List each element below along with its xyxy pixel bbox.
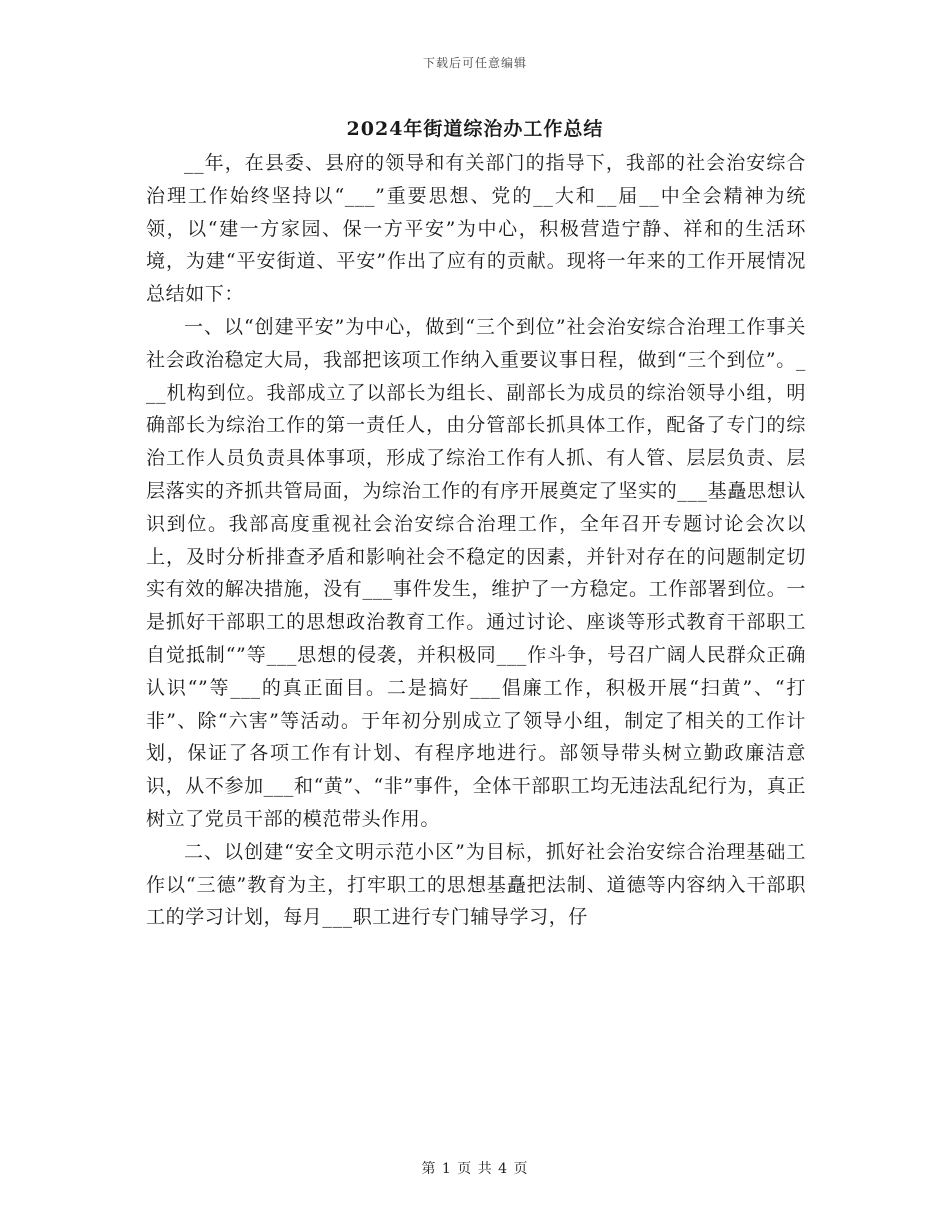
page-header-note: 下载后可任意编辑 (422, 56, 527, 70)
paragraph-intro: __年，在县委、县府的领导和有关部门的指导下，我部的社会治安综合治理工作始终坚持以“___”重要思想、党的__大和__届__中全会精神为统领，以“建一方家园、保一方平安”为中心，积极营造宁静、祥和的生活环境，为建“平安街道、平安”作出了应有的贡献。现将一年来的工作开展情况总结如下： (146, 152, 806, 306)
document-title: 2024年街道综治办工作总结 (346, 118, 604, 140)
paragraph-section-2: 二、以创建“安全文明示范小区”为目标，抓好社会治安综合治理基础工作以“三德”教育为主，打牢职工的思想基矗把法制、道德等内容纳入干部职工的学习计划，每月___职工进行专门辅导学习，仔 (146, 840, 806, 929)
page-number: 第 1 页 共 4 页 (421, 1161, 529, 1177)
document-body (146, 147, 806, 934)
paragraph-section-1: 一、以“创建平安”为中心，做到“三个到位”社会治安综合治理工作事关社会政治稳定大局，我部把该项工作纳入重要议事日程，做到“三个到位”。___机构到位。我部成立了以部长为组长、副部长为成员的综治领导小组，明确部长为综治工作的第一责任人，由分管部长抓具体工作，配备了专门的综治工作人员负责具体事项，形成了综治工作有人抓、有人管、层层负责、层层落实的齐抓共管局面，为综治工作的有序开展奠定了坚实的___基矗思想认识到位。我部高度重视社会治安综合治理工作，全年召开专题讨论会次以上，及时分析排查矛盾和影响社会不稳定的因素，并针对存在的问题制定切实有效的解决措施，没有___事件发生，维护了一方稳定。工作部署到位。一是抓好干部职工的思想政治教育工作。通过讨论、座谈等形式教育干部职工自觉抵制“”等___思想的侵袭，并积极同___作斗争，号召广阔人民群众正确认识“”等___的真正面目。二是搞好___倡廉工作，积极开展“扫黄”、“打非”、除“六害”等活动。于年初分别成立了领导小组，制定了相关的工作计划，保证了各项工作有计划、有程序地进行。部领导带头树立勤政廉洁意识，从不参加___和“黄”、“非”事件，全体干部职工均无违法乱纪行为，真正树立了党员干部的模范带头作用。 (146, 315, 806, 830)
